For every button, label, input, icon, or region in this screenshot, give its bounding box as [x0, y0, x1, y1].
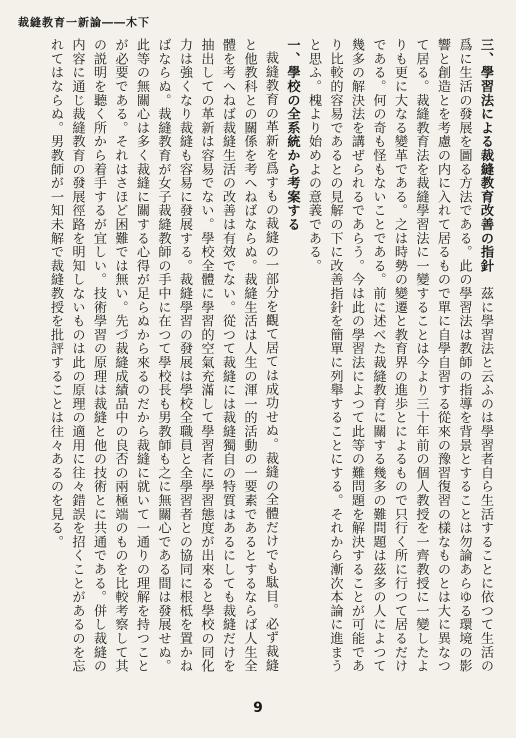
paragraph-2: 裁縫教育の革新を爲すもの裁縫の一部分を觀て居ては成功せぬ。裁縫の全體だけでも駄目。必ず裁縫と他教科との關係を考へねばならぬ。裁縫生活は人生の渾一的活動の一要素であるとするならば人生全體を考へねば裁縫生活の改善は有效でない。從つて裁縫には裁縫獨自の特質はあるにしても裁縫だけを抽出しての革新は容易でない。學校全體に學習的空氣充滿して學習者に學習態度が出來ると學校の同化力は強くなり裁縫も容易に發展する。裁縫學習の發展は學校全職員と全學習者との協同に根柢を置かねばならぬ。裁縫教育が女子裁縫教師の手中に在つて學校長も男教師も之に無關心である間は發展せぬ。此等の無關心は多く裁縫に關する心得が足らぬから來るのだから裁縫に就いて一通りの理解を持つことが必要である。それはさほど困難では無い。先づ裁縫成績品中の良否の兩極端のものを比較考察して其の説明を聽く所から着手するが宜しい。技術學習の原理は裁縫と他の技術とに共通である。併し裁縫の内容に通じ裁縫教育の發展徑路を明知しないものは此の原理の適用に往々錯誤を招くことがあるのを忘れてはならぬ。男教師が一知未解で裁縫教授を批評することは往々あるのを見る。: [48, 38, 278, 673]
subsection-1-number: 一、: [284, 38, 300, 66]
section-3-paragraph: [303, 38, 497, 678]
subsection-1-title: 學校の全系統から考案する: [284, 65, 300, 232]
running-head: 裁縫教育一新論――木下: [18, 16, 150, 29]
paragraph-1: 茲に學習法と云ふのは學習者自ら生活することに依つて生活の爲に生活の發展を圖る方法である。此の學習法は教師の指導を背景とすることは勿論あらゆる環境の影響と創造とを考慮の内に入れて居るもので單に自學自習する從來の豫習復習の樣なものとは大に異なつて居る。裁縫教育法を裁縫學習法に一變することは今より三十年前の個人教授を一齊教授に一變したよりも更に大なる變革である。之は時勢の變遷と教育界の進歩とによるもので只行く所に行つて居るだけである。何の奇も怪もないことである。前に述べた裁縫教育に關する幾多の難問題は茲多の人によつて幾多の解決法を講ぜられるであらう。今は此の學習法によつて此等の難問題を解決することが可能であり比較的容易であるとの見解の下に改善指針を簡單に列舉することにする。それから漸次本論に進まうと思ふ。槐より始めよの意義である。: [306, 38, 493, 673]
section-3-heading: 學習法による裁縫教育改善の指針: [478, 65, 493, 273]
body-text: [20, 38, 496, 678]
section-3-number: 三、: [478, 38, 493, 66]
subsection-1-heading: [281, 38, 303, 678]
page-number: 9: [253, 700, 263, 716]
